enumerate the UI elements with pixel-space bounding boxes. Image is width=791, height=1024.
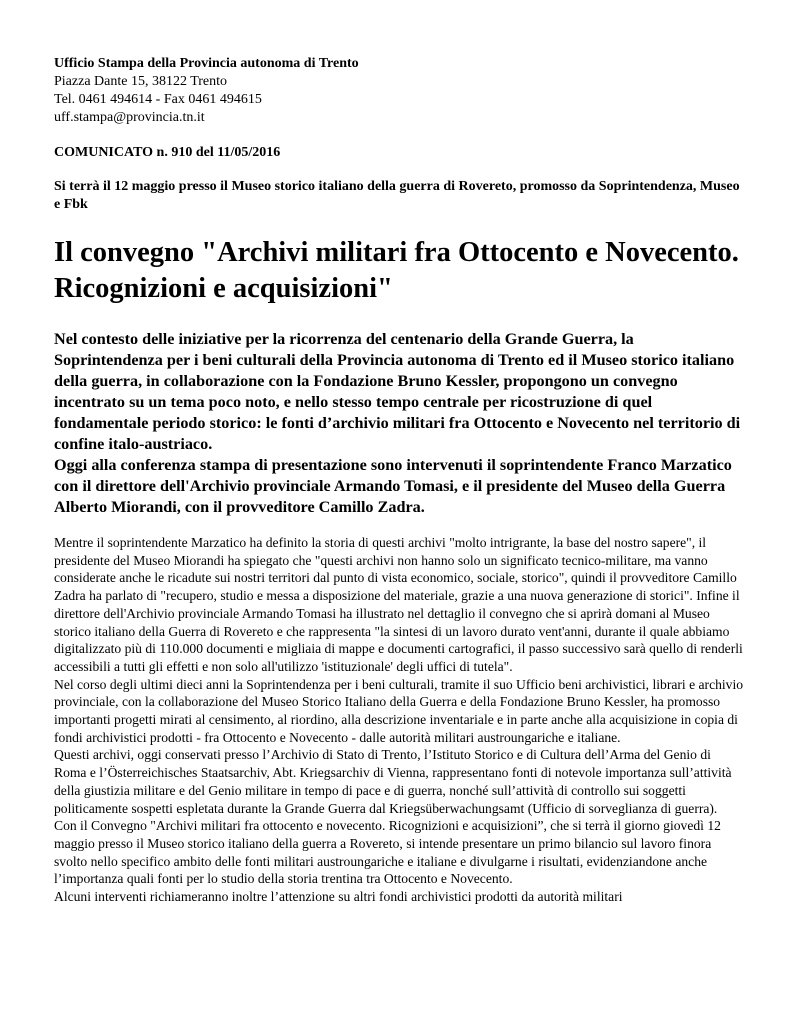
body-paragraph: Nel corso degli ultimi dieci anni la Soprintendenza per i beni culturali, tramite il suo Ufficio beni archivistici, librari e archivio provinciale, con la collaborazione del Museo Storico Italiano della Guerra e della Fondazione Bruno Kessler, ha promosso importanti progetti mirati al censimento, al riordino, alla descrizione inventariale e in parte anche alla acquisizione in copia di fondi archivistici prodotti - fra Ottocento e Novecento - dalle autorità militari austroungariche e italiane.	[54, 676, 744, 745]
press-office-name: Ufficio Stampa della Provincia autonoma di Trento	[54, 56, 359, 71]
article-body	[54, 534, 744, 906]
lead-paragraph: Oggi alla conferenza stampa di presentazione sono intervenuti il soprintendente Franco Marzatico con il direttore dell'Archivio provinciale Armando Tomasi, e il presidente del Museo della Guerra Alberto Miorandi, con il provveditore Camillo Zadra.	[54, 456, 732, 516]
article-title: Il convegno "Archivi militari fra Ottocento e Novecento. Ricognizioni e acquisizioni"	[54, 237, 739, 304]
body-paragraph: Con il Convegno "Archivi militari fra ottocento e novecento. Ricognizioni e acquisizioni”, che si terrà il giorno giovedì 12 maggio presso il Museo storico italiano della guerra a Rovereto, si intende presentare un primo bilancio sul lavoro finora svolto nello specifico ambito delle fonti militari austroungariche e italiane e divulgarne i risultati, evidenziandone anche l’importanza quali fonti per lo studio della storia trentina tra Ottocento e Novecento.	[54, 818, 721, 887]
press-office-header	[54, 55, 359, 127]
press-office-address: Piazza Dante 15, 38122 Trento	[54, 74, 228, 89]
communique-number: COMUNICATO n. 910 del 11/05/2016	[54, 145, 281, 160]
press-office-phone: Tel. 0461 494614 - Fax 0461 494615	[54, 92, 262, 107]
body-paragraph: Alcuni interventi richiameranno inoltre l’attenzione su altri fondi archivistici prodotti da autorità militari	[54, 889, 623, 905]
article-lead	[54, 329, 744, 518]
press-office-email: uff.stampa@provincia.tn.it	[54, 110, 205, 125]
body-paragraph: Mentre il soprintendente Marzatico ha definito la storia di questi archivi "molto intrigrante, la base del nostro sapere", il presidente del Museo Miorandi ha spiegato che "questi archivi non hanno solo un significato tecnico-militare, ma vanno considerate anche le ricadute sui nostri territori dal punto di vista economico, sociale, storico", quindi il provveditore Camillo Zadra ha parlato di "recupero, studio e messa a disposizione del materiale, grazie a una nuova generazione di storici". Infine il direttore dell'Archivio provinciale Armando Tomasi ha illustrato nel dettaglio il convegno che si aprirà domani al Museo storico italiano della Guerra di Rovereto e che rappresenta "la sintesi di un lavoro durato vent'anni, durante il quale abbiamo digitalizzato più di 110.000 documenti e migliaia di mappe e documenti cartografici, il passo successivo sarà quello di renderli accessibili a tutti gli effetti e non solo all'utilizzo 'istituzionale' degli uffici di tutela".	[54, 535, 743, 674]
body-paragraph: Questi archivi, oggi conservati presso l’Archivio di Stato di Trento, l’Istituto Storico e di Cultura dell’Arma del Genio di Roma e l’Österreichisches Staatsarchiv, Abt. Kriegsarchiv di Vienna, rappresentano fonti di notevole importanza sull’attività della giustizia militare e del Genio militare in tempo di pace e di guerra, nonché sull’attività di controllo sui soggetti politicamente sospetti espletata durante la Grande Guerra dal Kriegsüberwachungsamt (Ufficio di sorveglianza di guerra).	[54, 747, 732, 816]
lead-paragraph: Nel contesto delle iniziative per la ricorrenza del centenario della Grande Guerra, la Soprintendenza per i beni culturali della Provincia autonoma di Trento ed il Museo storico italiano della guerra, in collaborazione con la Fondazione Bruno Kessler, propongono un convegno incentrato su un tema poco noto, e nello stesso tempo centrale per ricostruzione di quel fondamentale periodo storico: le fonti d’archivio militari fra Ottocento e Novecento nel territorio di confine italo-austriaco.	[54, 330, 741, 453]
article-subtitle: Si terrà il 12 maggio presso il Museo storico italiano della guerra di Rovereto, promosso da Soprintendenza, Museo e Fbk	[54, 179, 740, 212]
